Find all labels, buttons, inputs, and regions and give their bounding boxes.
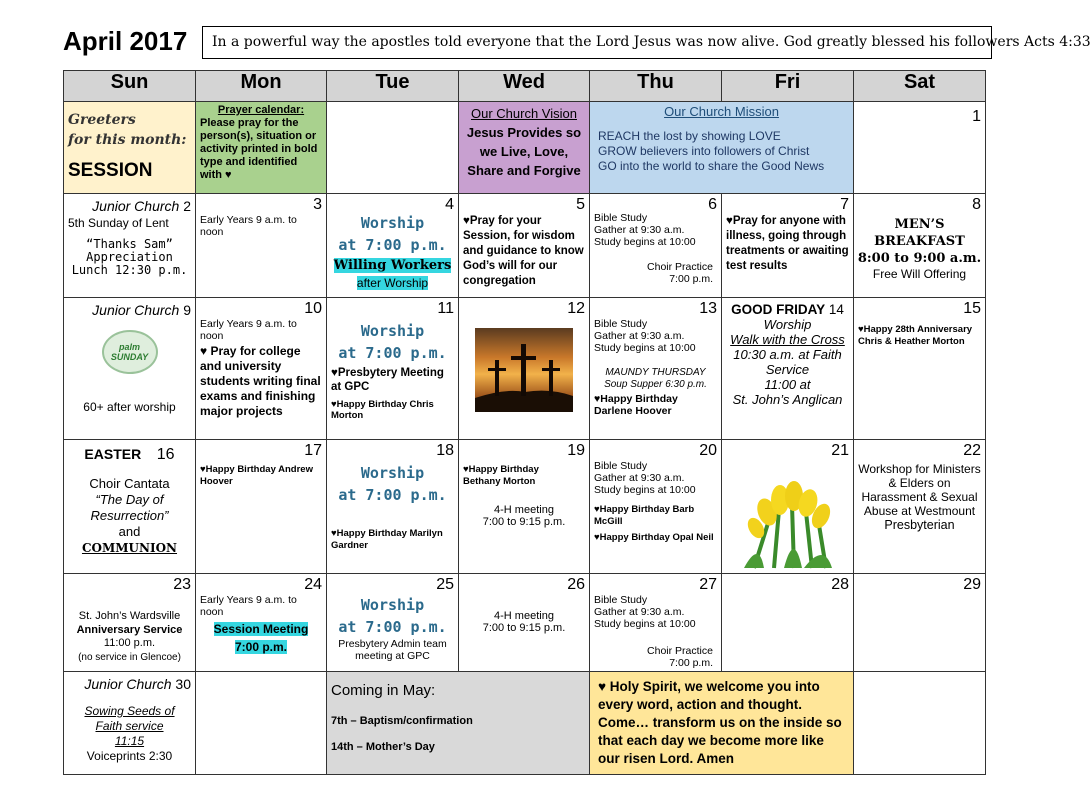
day-cell — [854, 194, 986, 298]
day-cell — [722, 440, 854, 574]
bible-verse: In a powerful way the apostles told everyone that the Lord Jesus was now alive. God greatly blessed his followers Acts 4:33 — [202, 26, 992, 59]
weekday-header: Fri — [722, 71, 854, 102]
day-cell — [854, 440, 986, 574]
day-number: 13 — [699, 300, 717, 317]
breakfast-time: 8:00 to 9:00 a.m. — [857, 251, 982, 266]
bible-study: Bible Study — [594, 318, 648, 330]
no-service-note: (no service in Glencoe) — [78, 651, 181, 663]
four-h-time: 7:00 to 9:15 p.m. — [482, 516, 566, 528]
birthday-item: ♥Happy Birthday Darlene Hoover — [594, 393, 678, 417]
birthday-item: ♥Happy Birthday Marilyn Gardner — [331, 528, 443, 551]
day-cell — [459, 298, 590, 440]
bible-gather: Gather at 9:30 a.m. — [594, 606, 685, 618]
day-cell — [854, 102, 986, 194]
prayer-item: ♥Pray for your Session, for wisdom and guidance to know God’s will for our congregation — [463, 215, 584, 287]
day-cell — [327, 298, 459, 440]
greeters-session: SESSION — [68, 160, 153, 181]
day-number: 15 — [963, 300, 981, 317]
prayer-item: ♥ Pray for college and university students writing final exams and finishing major projects — [200, 344, 321, 418]
greeters-line: Greeters — [68, 112, 136, 128]
anniversary-item: ♥Happy 28th Anniversary Chris & Heather Morton — [858, 324, 973, 347]
easter-label: EASTER — [84, 446, 142, 462]
fri-worship: Worship — [763, 317, 812, 332]
mens-breakfast: MEN’S — [894, 217, 945, 232]
day-number: 3 — [313, 196, 322, 213]
bible-gather: Gather at 9:30 a.m. — [594, 224, 685, 236]
st-johns-anglican: St. John’s Anglican — [732, 392, 843, 407]
day-number: 25 — [436, 576, 454, 593]
session-time: 7:00 p.m. — [234, 640, 288, 654]
four-h-meeting: 4-H meeting — [494, 610, 554, 622]
choir-time: 7:00 p.m. — [669, 657, 713, 669]
day-cell — [196, 440, 327, 574]
prayer-text: Please pray for the person(s), situation or activity printed in bold type and identified with ♥ — [200, 117, 318, 181]
greeters-cell — [64, 102, 196, 194]
day-cell — [590, 298, 722, 440]
day-cell — [64, 672, 196, 775]
day-cell — [327, 574, 459, 672]
holy-spirit-prayer-cell — [590, 672, 854, 775]
day-cell — [459, 194, 590, 298]
day-number: 29 — [963, 576, 981, 593]
day-number: 7 — [840, 196, 849, 213]
day-number: 20 — [699, 442, 717, 459]
day-cell — [590, 440, 722, 574]
day-number: 30 — [175, 676, 191, 692]
day-cell — [722, 194, 854, 298]
service-time: 11:00 p.m. — [103, 637, 156, 649]
day-number: 14 — [828, 302, 844, 317]
choir-practice: Choir Practice — [647, 645, 713, 657]
day-number: 24 — [304, 576, 322, 593]
day-cell — [196, 194, 327, 298]
vision-title: Our Church Vision — [471, 106, 577, 121]
day-cell — [327, 440, 459, 574]
day-cell — [854, 298, 986, 440]
junior-church-label: Junior Church — [92, 198, 180, 214]
day-number: 19 — [567, 442, 585, 459]
walk-with-cross: Walk with the Cross — [730, 332, 845, 347]
early-years: Early Years 9 a.m. to noon — [200, 318, 297, 342]
after-worship: after Worship — [356, 276, 429, 290]
sowing-seeds-time: 11:15 — [114, 734, 145, 748]
day-cell — [64, 194, 196, 298]
mission-title: Our Church Mission — [664, 104, 779, 119]
day-cell — [590, 574, 722, 672]
day-number: 4 — [445, 196, 454, 213]
day-cell — [459, 574, 590, 672]
day-number: 12 — [567, 300, 585, 317]
weekday-header: Mon — [196, 71, 327, 102]
empty-cell — [854, 672, 986, 775]
page-title: April 2017 — [63, 26, 188, 56]
choir-time: 7:00 p.m. — [669, 273, 713, 285]
day-cell — [327, 194, 459, 298]
day-number: 11 — [437, 300, 454, 317]
worship-label: Worship — [360, 214, 425, 232]
bible-begins: Study begins at 10:00 — [594, 618, 696, 630]
presbytery-meeting: ♥Presbytery Meeting at GPC — [331, 367, 444, 393]
wardsville-label: St. John’s Wardsville — [78, 610, 181, 622]
mens-breakfast: BREAKFAST — [874, 234, 965, 249]
holy-spirit-prayer: ♥ Holy Spirit, we welcome you into every word, action and thought. Come… transform us on the inside so that each day we become more like our risen Lord. Amen — [598, 679, 842, 766]
early-years: Early Years 9 a.m. to noon — [200, 214, 297, 238]
day-number: 23 — [173, 576, 191, 593]
day-number: 26 — [567, 576, 585, 593]
worship-label: Worship — [360, 322, 425, 340]
may-item: 7th – Baptism/confirmation — [331, 715, 473, 727]
day-cell — [196, 574, 327, 672]
coming-in-may-cell — [327, 672, 590, 775]
weekday-header: Sun — [64, 71, 196, 102]
birthday-item: ♥Happy Birthday Andrew Hoover — [200, 464, 313, 487]
coming-in-may-title: Coming in May: — [331, 682, 436, 699]
day-cell — [590, 194, 722, 298]
prayer-item: ♥Pray for anyone with illness, going through treatments or awaiting test results — [726, 215, 849, 272]
empty-cell — [196, 672, 327, 775]
mission-reach: REACH the lost by showing LOVE — [598, 129, 781, 143]
willing-workers: Willing Workers — [333, 258, 452, 273]
mission-go: GO into the world to share the Good News — [598, 159, 825, 173]
birthday-item: ♥Happy Birthday Opal Neil — [594, 532, 714, 543]
day-number: 1 — [972, 108, 981, 125]
good-friday: GOOD FRIDAY — [731, 302, 826, 317]
birthday-item: ♥Happy Birthday Chris Morton — [331, 399, 434, 421]
day-number: 28 — [831, 576, 849, 593]
worship-time: at 7:00 p.m. — [338, 344, 447, 362]
may-item: 14th – Mother’s Day — [331, 741, 435, 753]
and-label: and — [118, 524, 141, 539]
church-vision-cell — [459, 102, 590, 194]
bible-begins: Study begins at 10:00 — [594, 236, 696, 248]
day-cell — [854, 574, 986, 672]
day-number: 6 — [708, 196, 717, 213]
day-cell — [64, 298, 196, 440]
weekday-header: Wed — [459, 71, 590, 102]
after-worship-note: 60+ after worship — [83, 400, 176, 414]
prayer-title: Prayer calendar: — [217, 104, 305, 116]
faith-service: 10:30 a.m. at Faith Service — [733, 347, 842, 377]
crosses-image — [475, 328, 573, 412]
free-will-offering: Free Will Offering — [872, 267, 967, 281]
communion: COMMUNION — [81, 541, 178, 555]
day-cell — [722, 574, 854, 672]
palm-sunday-logo: palm SUNDAY — [102, 330, 158, 374]
appreciation-lunch: “Thanks Sam” Appreciation Lunch 12:30 p.m. — [71, 237, 188, 277]
four-h-time: 7:00 to 9:15 p.m. — [482, 622, 566, 634]
worship-time: at 7:00 p.m. — [338, 236, 447, 254]
empty-cell — [327, 102, 459, 194]
day-number: 5 — [576, 196, 585, 213]
day-number: 16 — [156, 446, 175, 463]
day-cell — [64, 574, 196, 672]
greeters-line: for this month: — [68, 132, 187, 148]
choir-practice: Choir Practice — [647, 261, 713, 273]
worship-time: at 7:00 p.m. — [338, 486, 447, 504]
weekday-header: Sat — [854, 71, 986, 102]
early-years: Early Years 9 a.m. to noon — [200, 594, 297, 618]
day-cell — [64, 440, 196, 574]
lent-label: 5th Sunday of Lent — [68, 216, 169, 230]
calendar-grid — [63, 70, 986, 775]
church-mission-cell — [590, 102, 854, 194]
choir-cantata: Choir Cantata — [89, 476, 170, 491]
vision-text: Jesus Provides so we Live, Love, Share and Forgive — [466, 125, 582, 178]
workshop-location: Presbyterian — [884, 518, 955, 532]
anniversary-service: Anniversary Service — [76, 623, 183, 636]
birthday-item: ♥Happy Birthday Barb McGill — [594, 504, 695, 527]
birthday-item: ♥Happy Birthday Bethany Morton — [463, 464, 539, 487]
voiceprints: Voiceprints 2:30 — [86, 749, 173, 763]
maundy-thursday: MAUNDY THURSDAY — [605, 367, 706, 378]
prayer-calendar-cell — [196, 102, 327, 194]
bible-study: Bible Study — [594, 594, 648, 606]
bible-gather: Gather at 9:30 a.m. — [594, 330, 685, 342]
daffodils-image — [734, 470, 844, 570]
day-number: 21 — [831, 442, 849, 459]
day-number: 8 — [972, 196, 981, 213]
day-number: 27 — [699, 576, 717, 593]
day-number: 17 — [304, 442, 322, 459]
junior-church-label: Junior Church — [92, 302, 180, 318]
weekday-header: Tue — [327, 71, 459, 102]
day-number: 9 — [183, 302, 191, 318]
bible-begins: Study begins at 10:00 — [594, 484, 696, 496]
sowing-seeds: Sowing Seeds of Faith service — [84, 704, 175, 733]
worship-time: at 7:00 p.m. — [338, 618, 447, 636]
cantata-title: “The Day of Resurrection” — [90, 492, 169, 523]
day-number: 2 — [183, 198, 191, 214]
bible-begins: Study begins at 10:00 — [594, 342, 696, 354]
bible-study: Bible Study — [594, 460, 648, 472]
weekday-header: Thu — [590, 71, 722, 102]
day-cell — [196, 298, 327, 440]
fri-time: 11:00 at — [764, 377, 811, 392]
four-h-meeting: 4-H meeting — [494, 504, 554, 516]
day-number: 10 — [304, 300, 322, 317]
workshop-text: Workshop for Ministers & Elders on Harassment & Sexual Abuse at Westmount — [858, 462, 981, 518]
worship-label: Worship — [360, 464, 425, 482]
day-number: 22 — [963, 442, 981, 459]
day-cell — [459, 440, 590, 574]
worship-label: Worship — [360, 596, 425, 614]
day-cell — [722, 298, 854, 440]
mission-grow: GROW believers into followers of Christ — [598, 144, 810, 158]
soup-supper: Soup Supper 6:30 p.m. — [604, 379, 707, 390]
bible-gather: Gather at 9:30 a.m. — [594, 472, 685, 484]
presbytery-admin: Presbytery Admin team meeting at GPC — [338, 638, 447, 662]
session-meeting: Session Meeting — [213, 622, 309, 636]
day-number: 18 — [436, 442, 454, 459]
junior-church-label: Junior Church — [84, 676, 172, 692]
bible-study: Bible Study — [594, 212, 648, 224]
